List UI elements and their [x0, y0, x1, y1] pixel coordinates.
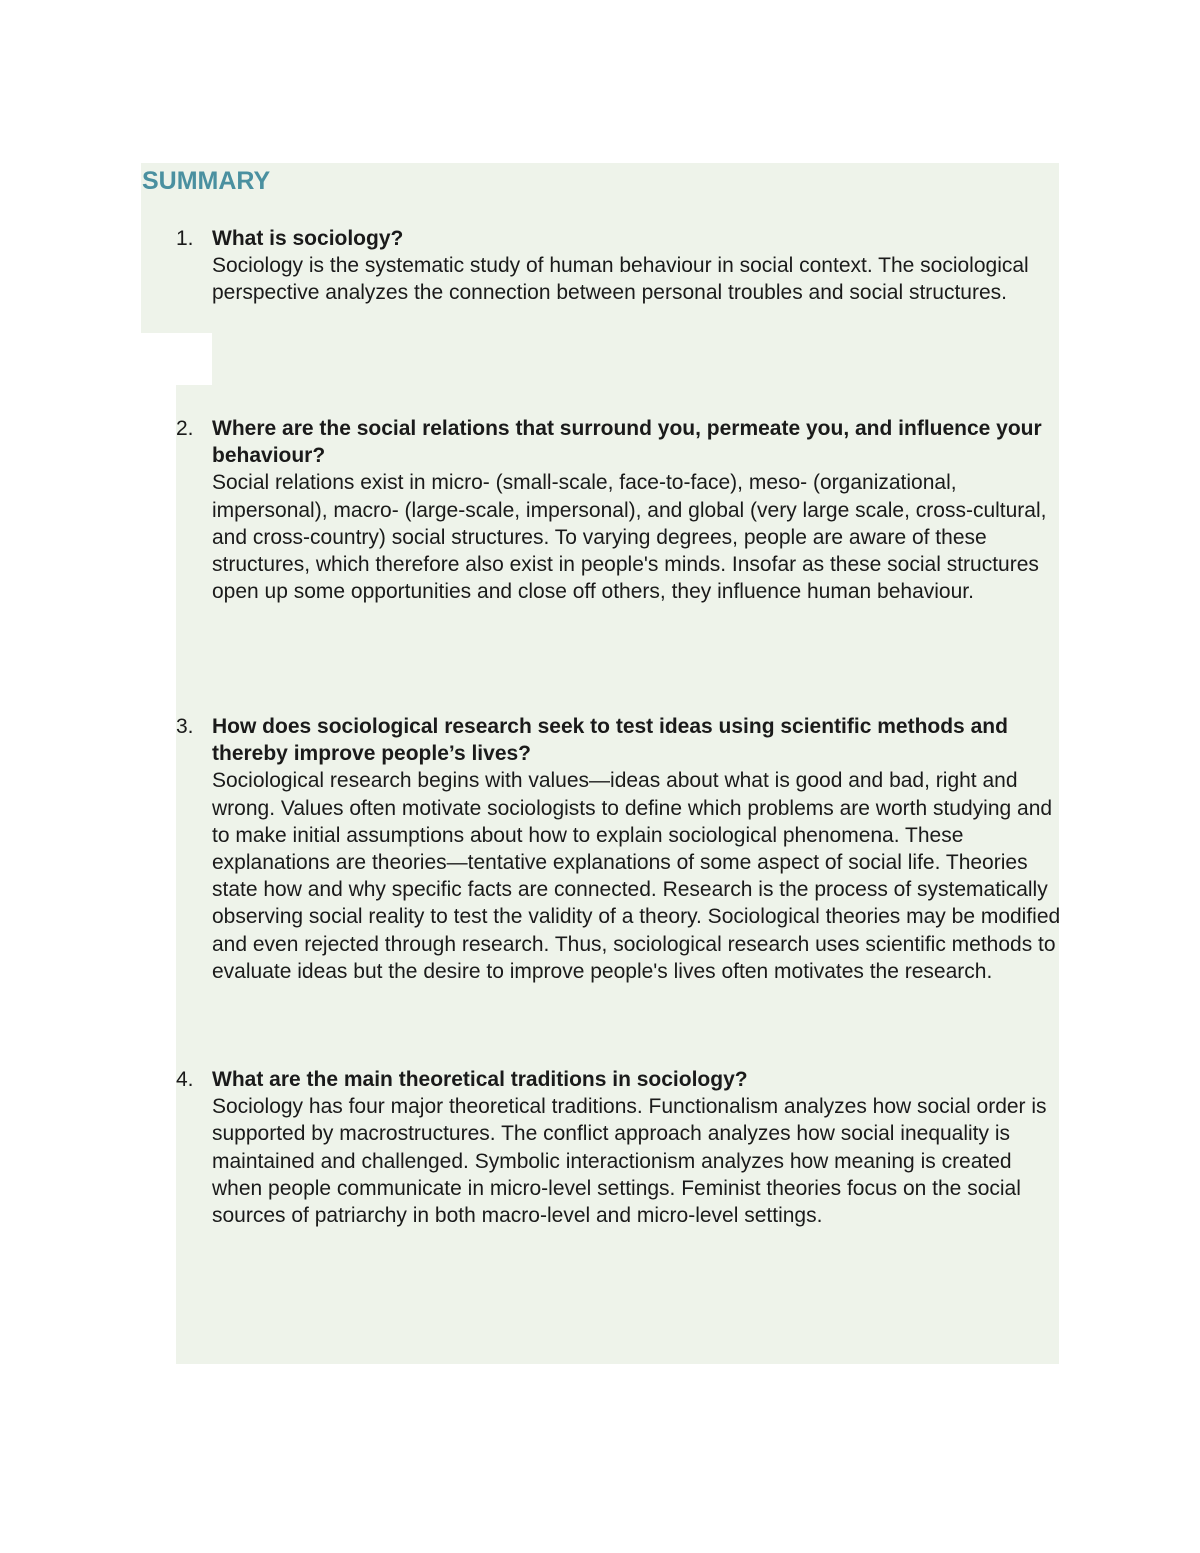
item-content: [212, 225, 1066, 307]
item-question: How does sociological research seek to test ideas using scientific methods and thereby improve people’s lives?: [212, 715, 1008, 766]
item-number: 2.: [176, 417, 194, 440]
item-content: [212, 1066, 1066, 1229]
item-answer: Sociological research begins with values—ideas about what is good and bad, right and wrong. Values often motivate sociologists to define which problems are worth studying and to make initial assumptions about how to explain sociological phenomena. These explanations are theories—tentative explanations of some aspect of social life. Theories state how and why specific facts are connected. Research is the process of systematically observing social reality to test the validity of a theory. Sociological theories may be modified and even rejected through research. Thus, sociological research uses scientific methods to evaluate ideas but the desire to improve people's lives often motivates the research.: [212, 769, 1061, 983]
item-number: 3.: [176, 715, 194, 738]
item-content: [212, 713, 1066, 985]
item-question: What is sociology?: [212, 227, 404, 250]
item-number: 4.: [176, 1068, 194, 1091]
summary-item-4: [176, 1066, 1066, 1229]
summary-title: SUMMARY: [142, 167, 271, 195]
item-question: What are the main theoretical traditions in sociology?: [212, 1068, 748, 1091]
item-answer: Sociology is the systematic study of human behaviour in social context. The sociological perspective analyzes the connection between personal troubles and social structures.: [212, 254, 1029, 305]
item-content: [212, 415, 1066, 605]
item-answer: Sociology has four major theoretical traditions. Functionalism analyzes how social order is supported by macrostructures. The conflict approach analyzes how social inequality is maintained and challenged. Symbolic interactionism analyzes how meaning is created when people communicate in micro-level settings. Feminist theories focus on the social sources of patriarchy in both macro-level and micro-level settings.: [212, 1095, 1047, 1228]
summary-item-2: [176, 415, 1066, 605]
summary-item-1: [176, 225, 1066, 307]
background-notch: [176, 333, 212, 385]
item-answer: Social relations exist in micro- (small-scale, face-to-face), meso- (organizational, impersonal), macro- (large-scale, impersonal), and global (very large scale, cross-cultural, and cross-country) social structures. To varying degrees, people are aware of these structures, which therefore also exist in people's minds. Insofar as these social structures open up some opportunities and close off others, they influence human behaviour.: [212, 471, 1047, 604]
item-question: Where are the social relations that surround you, permeate you, and influence your behaviour?: [212, 417, 1042, 468]
item-number: 1.: [176, 227, 194, 250]
summary-item-3: [176, 713, 1066, 985]
